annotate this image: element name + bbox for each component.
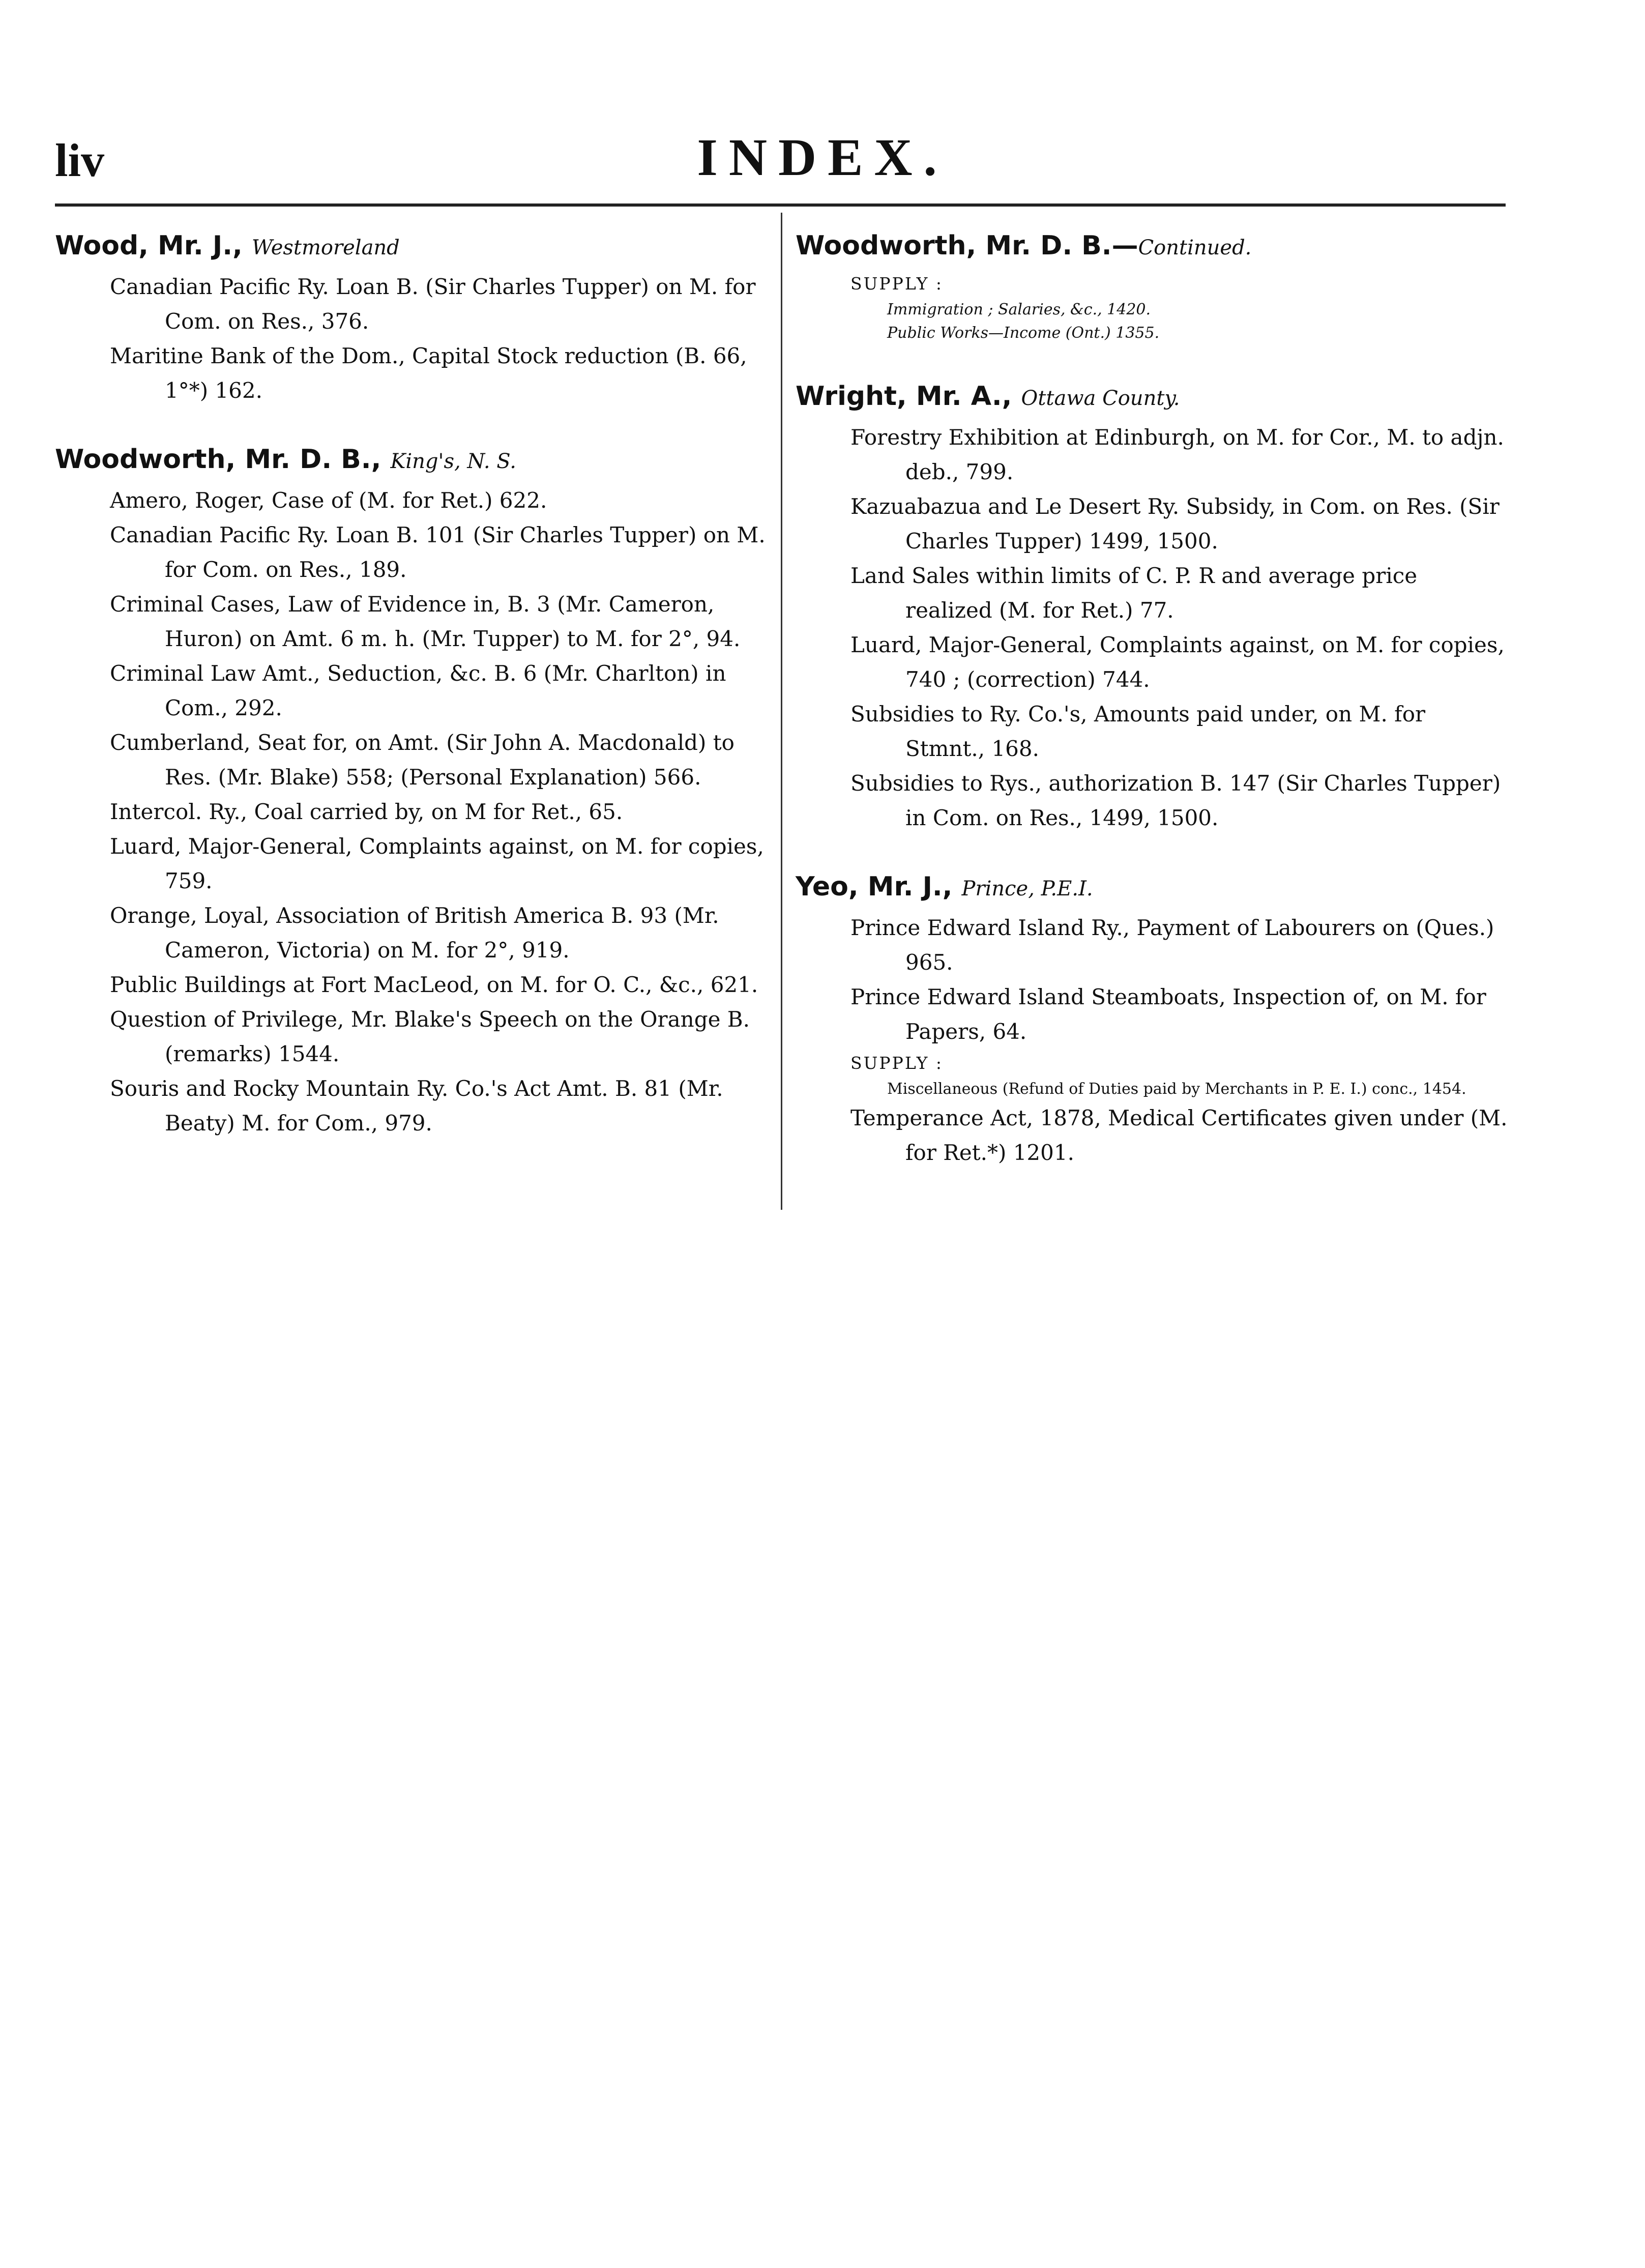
header-rule	[55, 203, 1506, 207]
index-item: Canadian Pacific Ry. Loan B. 101 (Sir Charles Tupper) on M. for Com. on Res., 189.	[110, 522, 766, 582]
column-divider	[781, 213, 782, 1210]
index-item: Amero, Roger, Case of (M. for Ret.) 622.	[110, 488, 547, 513]
index-item: Maritine Bank of the Dom., Capital Stock reduction (B. 66, 1°*) 162.	[110, 343, 747, 403]
index-item: Subsidies to Rys., authorization B. 147 (Sir Charles Tupper) in Com. on Res., 1499, 1500.	[850, 771, 1501, 830]
supply-item: Miscellaneous (Refund of Duties paid by Merchants in P. E. I.) conc., 1454.	[887, 1080, 1466, 1098]
right-column	[796, 224, 1508, 1200]
supply-item: Public Works—Income (Ont.) 1355.	[887, 324, 1160, 342]
member-riding: Continued.	[1138, 236, 1252, 259]
member-name: Wood, Mr. J.,	[55, 230, 243, 261]
supply-label: SUPPLY :	[850, 1053, 944, 1073]
index-entry	[55, 224, 767, 408]
index-item: Subsidies to Ry. Co.'s, Amounts paid under, on M. for Stmnt., 168.	[850, 702, 1426, 761]
index-item: Souris and Rocky Mountain Ry. Co.'s Act Amt. B. 81 (Mr. Beaty) M. for Com., 979.	[110, 1076, 723, 1136]
member-riding: Ottawa County.	[1021, 387, 1180, 410]
index-item: Criminal Cases, Law of Evidence in, B. 3 (Mr. Cameron, Huron) on Amt. 6 m. h. (Mr. Tupper) to M. for 2°, 94.	[110, 592, 741, 651]
index-item: Luard, Major-General, Complaints against, on M. for copies, 759.	[110, 834, 764, 893]
index-entry	[796, 224, 1508, 345]
index-item: Canadian Pacific Ry. Loan B. (Sir Charles Tupper) on M. for Com. on Res., 376.	[110, 274, 756, 334]
index-item: Criminal Law Amt., Seduction, &c. B. 6 (Mr. Charlton) in Com., 292.	[110, 661, 726, 720]
supply-label: SUPPLY :	[850, 274, 944, 294]
index-item: Intercol. Ry., Coal carried by, on M for Ret., 65.	[110, 799, 623, 824]
index-item: Cumberland, Seat for, on Amt. (Sir John A. Macdonald) to Res. (Mr. Blake) 558; (Personal Explanation) 566.	[110, 730, 735, 790]
page-title: INDEX.	[697, 128, 948, 187]
index-item: Temperance Act, 1878, Medical Certificates given under (M. for Ret.*) 1201.	[850, 1106, 1508, 1165]
member-name: Wright, Mr. A.,	[796, 381, 1012, 412]
member-riding: King's, N. S.	[390, 450, 516, 473]
member-name: Woodworth, Mr. D. B.,	[55, 444, 381, 475]
index-entry	[796, 374, 1508, 835]
index-item: Public Buildings at Fort MacLeod, on M. for O. C., &c., 621.	[110, 972, 758, 997]
index-item: Orange, Loyal, Association of British America B. 93 (Mr. Cameron, Victoria) on M. for 2°, 919.	[110, 903, 719, 963]
index-item: Question of Privilege, Mr. Blake's Speech on the Orange B. (remarks) 1544.	[110, 1007, 750, 1066]
member-riding: Prince, P.E.I.	[961, 877, 1093, 900]
page-number: liv	[55, 134, 105, 186]
left-column	[55, 224, 767, 1170]
index-item: Luard, Major-General, Complaints against, on M. for copies, 740 ; (correction) 744.	[850, 632, 1505, 692]
index-item: Kazuabazua and Le Desert Ry. Subsidy, in Com. on Res. (Sir Charles Tupper) 1499, 1500.	[850, 494, 1500, 554]
index-item: Forestry Exhibition at Edinburgh, on M. for Cor., M. to adjn. deb., 799.	[850, 425, 1504, 484]
index-item: Prince Edward Island Steamboats, Inspection of, on M. for Papers, 64.	[850, 984, 1486, 1044]
index-entry	[55, 438, 767, 1141]
member-riding: Westmoreland	[251, 236, 400, 259]
index-item: Prince Edward Island Ry., Payment of Labourers on (Ques.) 965.	[850, 915, 1494, 975]
index-item: Land Sales within limits of C. P. R and average price realized (M. for Ret.) 77.	[850, 563, 1418, 623]
member-name: Woodworth, Mr. D. B.—	[796, 230, 1138, 261]
member-name: Yeo, Mr. J.,	[796, 871, 953, 902]
supply-item: Immigration ; Salaries, &c., 1420.	[887, 301, 1151, 318]
index-entry	[796, 865, 1508, 1170]
